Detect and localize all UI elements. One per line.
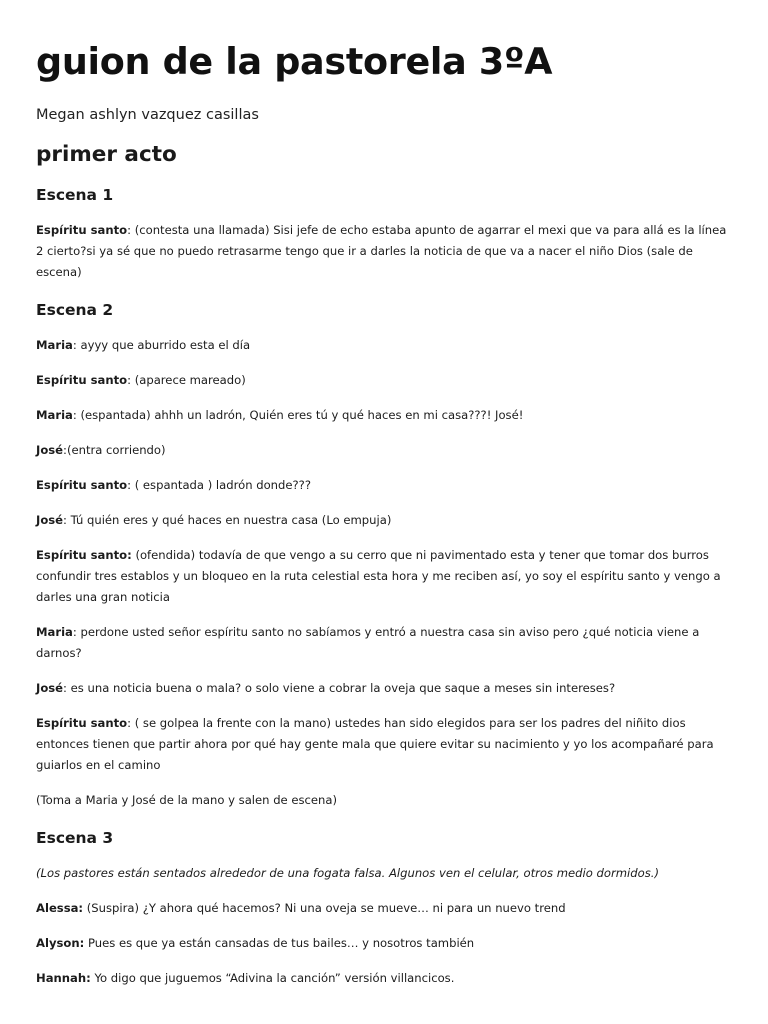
speaker-name: Espíritu santo xyxy=(36,478,128,492)
speaker-name: Espíritu santo xyxy=(36,373,128,387)
dialogue-text: Tú quién eres y qué haces en nuestra casa (Lo empuja) xyxy=(70,513,392,527)
dialogue-line xyxy=(36,678,732,699)
act-heading: primer acto xyxy=(36,142,177,167)
speaker-name: Maria xyxy=(36,338,73,352)
dialogue-line xyxy=(36,370,732,391)
dialogue-text: (aparece mareado) xyxy=(134,373,246,387)
speaker-name: Espíritu santo xyxy=(36,223,128,237)
dialogue-text: ayyy que aburrido esta el día xyxy=(80,338,251,352)
speaker-separator: : xyxy=(127,478,135,492)
speaker-separator: : xyxy=(63,681,71,695)
dialogue-text: (entra corriendo) xyxy=(66,443,166,457)
scene-heading: Escena 3 xyxy=(36,829,114,847)
speaker-name: José xyxy=(36,513,64,527)
dialogue-text: ( espantada ) ladrón donde??? xyxy=(134,478,311,492)
scene-1 xyxy=(36,184,732,283)
scene-heading: Escena 2 xyxy=(36,301,114,319)
speaker-separator: : xyxy=(72,408,81,422)
scene-2 xyxy=(36,299,732,811)
dialogue-text: (espantada) ahhh un ladrón, Quién eres tú y qué haces en mi casa???! José! xyxy=(80,408,524,422)
dialogue-line xyxy=(36,335,732,356)
scene-3 xyxy=(36,827,732,989)
speaker-separator: : xyxy=(63,443,67,457)
document-title: guion de la pastorela 3ºA xyxy=(36,40,553,83)
dialogue-line xyxy=(36,713,732,776)
dialogue-text: (Suspira) ¿Y ahora qué hacemos? Ni una oveja se mueve… ni para un nuevo trend xyxy=(86,901,566,915)
speaker-name: Maria xyxy=(36,408,73,422)
author-name: Megan ashlyn vazquez casillas xyxy=(36,107,259,123)
dialogue-line xyxy=(36,475,732,496)
speaker-name: Espíritu santo xyxy=(36,716,128,730)
dialogue-text: es una noticia buena o mala? o solo viene a cobrar la oveja que saque a meses sin intereses? xyxy=(70,681,616,695)
dialogue-line xyxy=(36,898,732,919)
dialogue-line xyxy=(36,405,732,426)
dialogue-text: (ofendida) todavía de que vengo a su cerro que ni pavimentado esta y tener que tomar dos burros confundir tres establos y un bloqueo en la ruta celestial esta hora y me reciben así, yo soy el espíritu santo y vengo a darles una gran noticia xyxy=(36,548,721,604)
dialogue-line xyxy=(36,622,732,664)
dialogue-text: Yo digo que juguemos “Adivina la canción” versión villancicos. xyxy=(94,971,455,985)
speaker-name: Maria xyxy=(36,625,73,639)
dialogue-text: (contesta una llamada) Sisi jefe de echo estaba apunto de agarrar el mexi que va para allá es la línea 2 cierto?si ya sé que no puedo retrasarme tengo que ir a darles la noticia de que va a nacer el niño Dios (sale de escena) xyxy=(36,223,727,279)
speaker-separator: : xyxy=(127,223,135,237)
speaker-separator: : xyxy=(72,625,81,639)
dialogue-line xyxy=(36,510,732,531)
speaker-separator: : xyxy=(72,338,81,352)
speaker-name: José xyxy=(36,681,64,695)
dialogue-text: ( se golpea la frente con la mano) ustedes han sido elegidos para ser los padres del niñito dios entonces tienen que partir ahora por qué hay gente mala que quiere evitar su nacimiento y yo los acompañaré para guiarlos en el camino xyxy=(36,716,714,772)
speaker-name: Alyson: xyxy=(36,936,85,950)
dialogue-line xyxy=(36,220,732,283)
speaker-name: José xyxy=(36,443,64,457)
speaker-name: Alessa: xyxy=(36,901,84,915)
dialogue-line xyxy=(36,545,732,608)
speaker-separator: : xyxy=(63,513,71,527)
scene-heading: Escena 1 xyxy=(36,186,114,204)
dialogue-text: Pues es que ya están cansadas de tus bailes… y nosotros también xyxy=(87,936,475,950)
speaker-separator: : xyxy=(127,716,135,730)
stage-direction: (Los pastores están sentados alrededor de una fogata falsa. Algunos ven el celular, otros medio dormidos.) xyxy=(36,866,659,880)
dialogue-line xyxy=(36,440,732,461)
speaker-separator: : xyxy=(127,373,135,387)
dialogue-line xyxy=(36,933,732,954)
dialogue-line xyxy=(36,968,732,989)
stage-direction-line xyxy=(36,790,732,811)
dialogue-text: perdone usted señor espíritu santo no sabíamos y entró a nuestra casa sin aviso pero ¿qué noticia viene a darnos? xyxy=(36,625,700,660)
dialogue-text: (Toma a Maria y José de la mano y salen de escena) xyxy=(36,793,338,807)
speaker-name: Espíritu santo: xyxy=(36,548,132,562)
speaker-name: Hannah: xyxy=(36,971,91,985)
